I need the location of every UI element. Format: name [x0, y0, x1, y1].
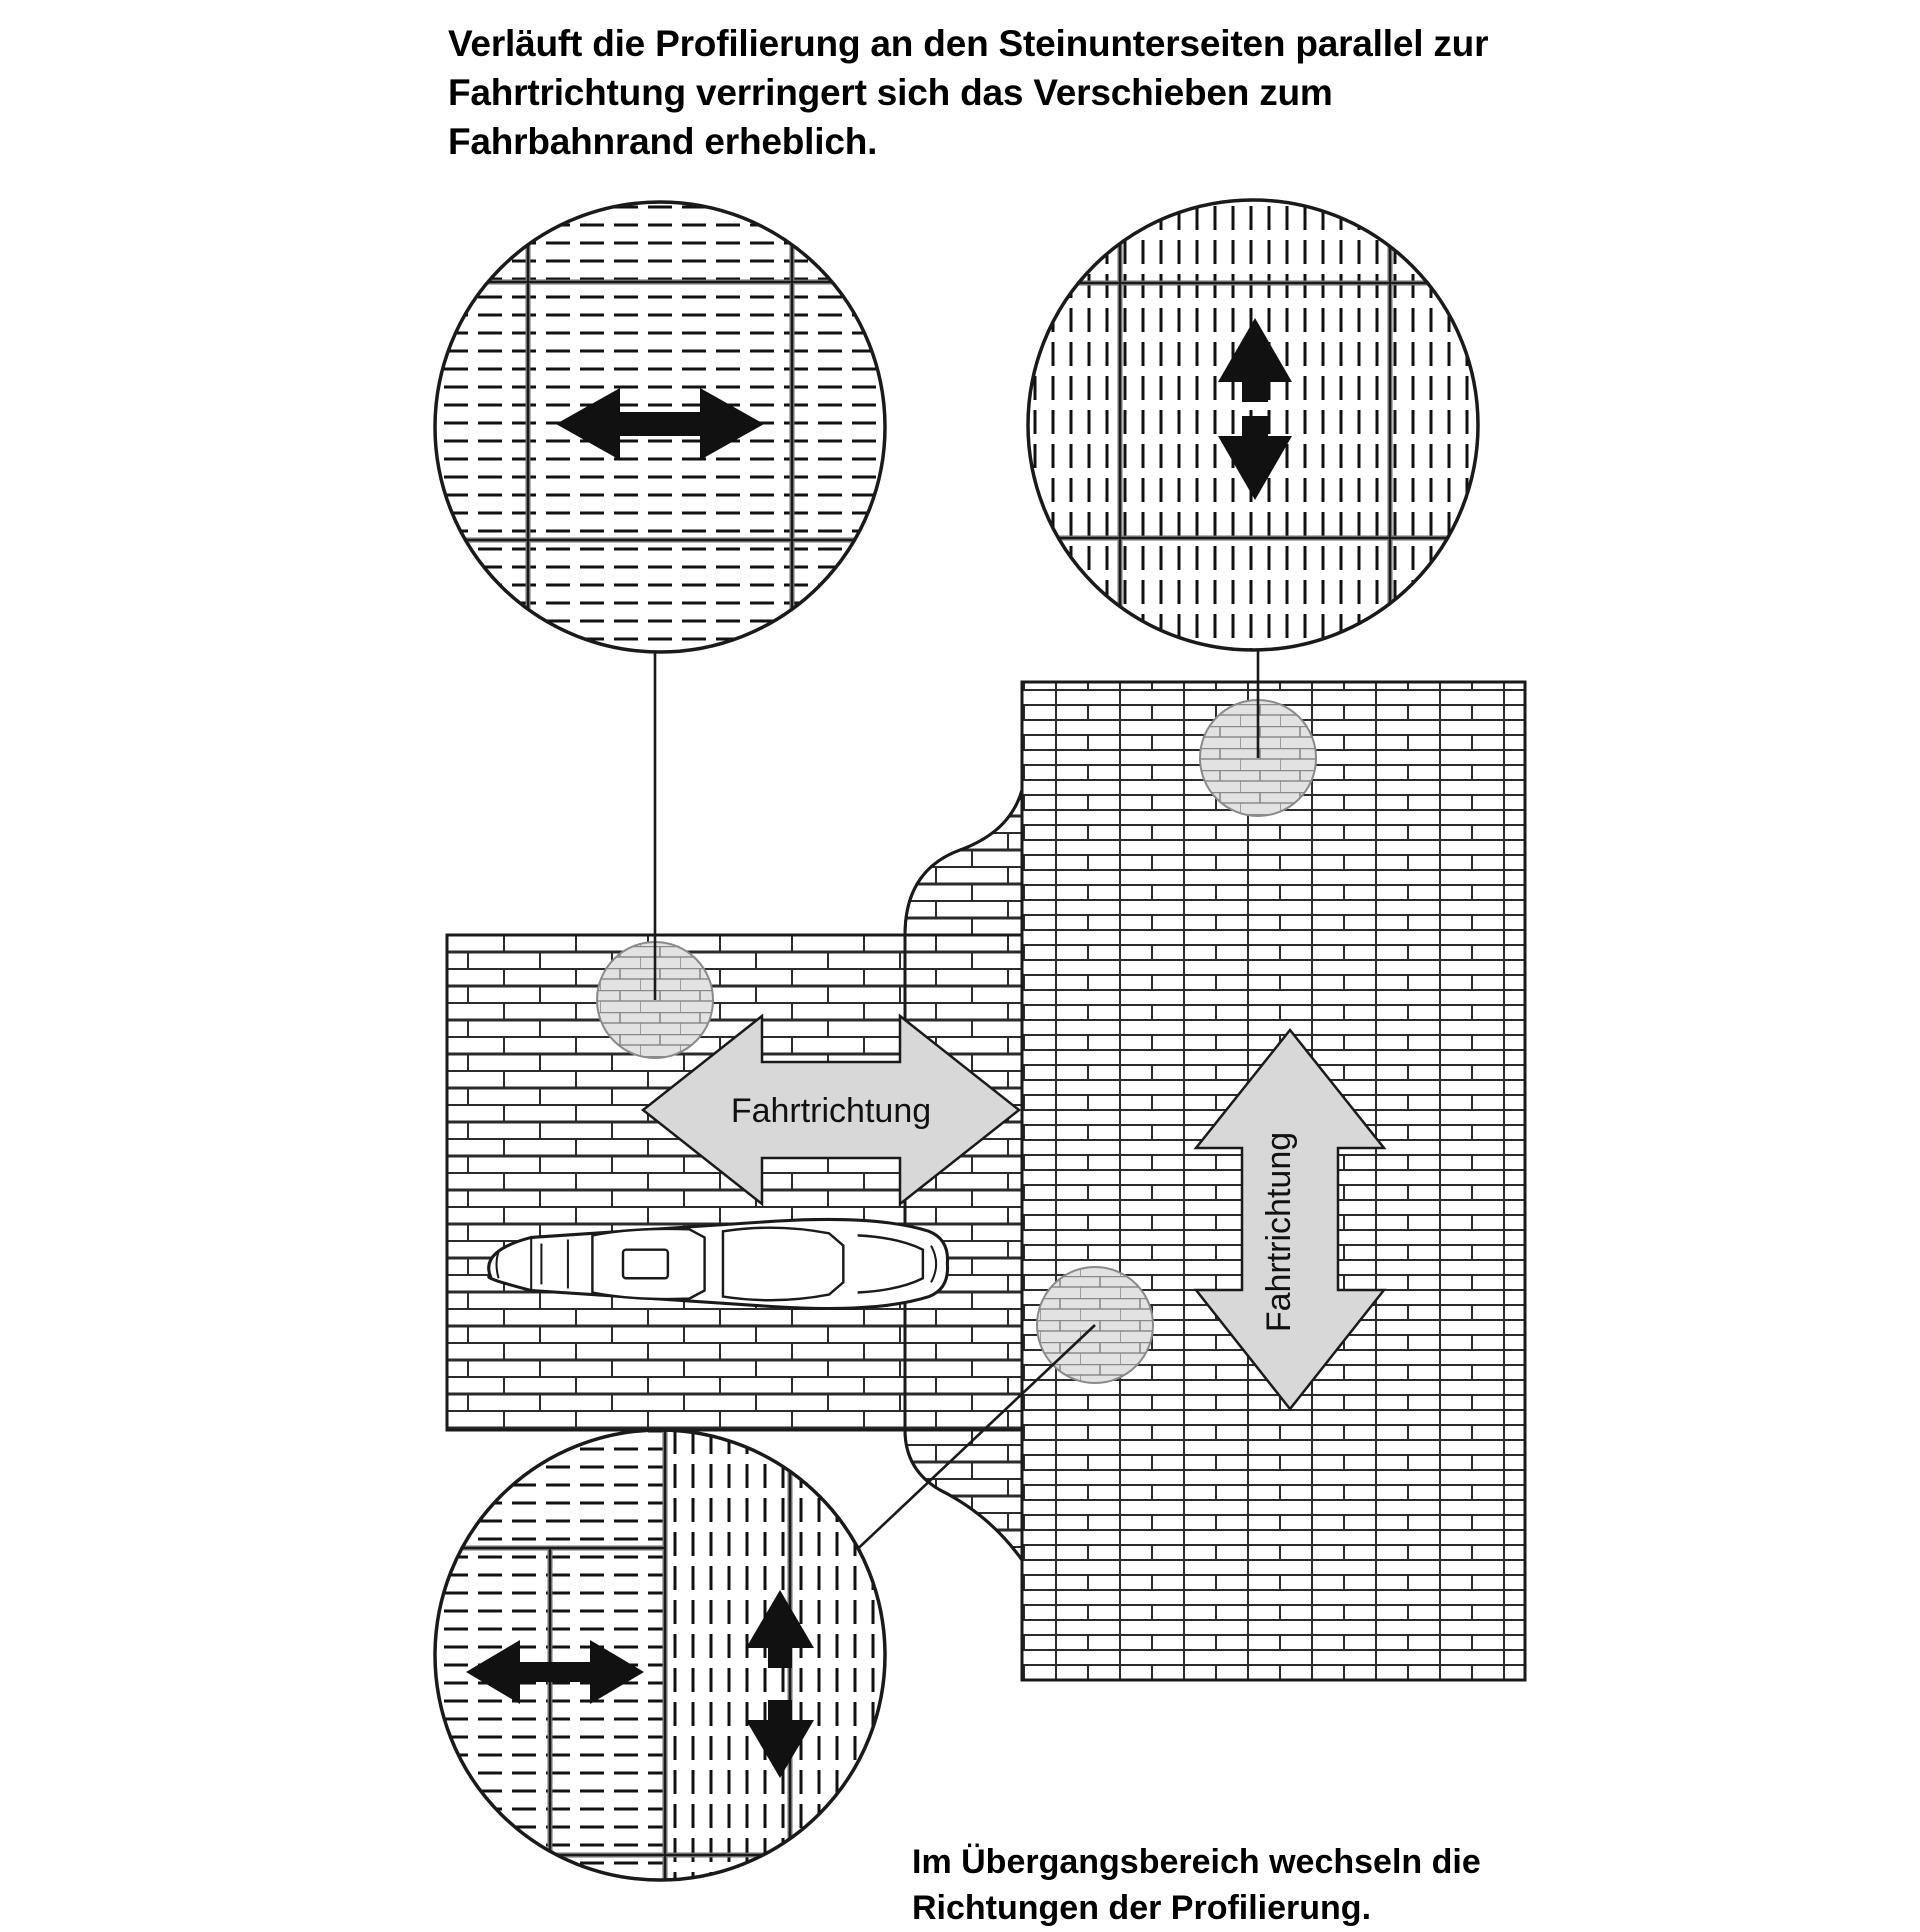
figure-caption-bottom: Im Übergangsbereich wechseln die Richtungen der Profilierung.	[912, 1843, 1481, 1927]
callout-detail-top-left	[435, 202, 885, 652]
callout-detail-bottom	[435, 1430, 885, 1880]
callout-detail-top-right	[1028, 200, 1478, 650]
direction-label-vertical: Fahrtrichtung	[1260, 1131, 1298, 1333]
figure-caption-top: Verläuft die Profilierung an den Steinunterseiten parallel zur Fahrtrichtung verringert sich das Verschieben zum Fahrbahnrand erheblich.	[448, 23, 1489, 162]
direction-label-horizontal: Fahrtrichtung	[730, 1092, 932, 1130]
